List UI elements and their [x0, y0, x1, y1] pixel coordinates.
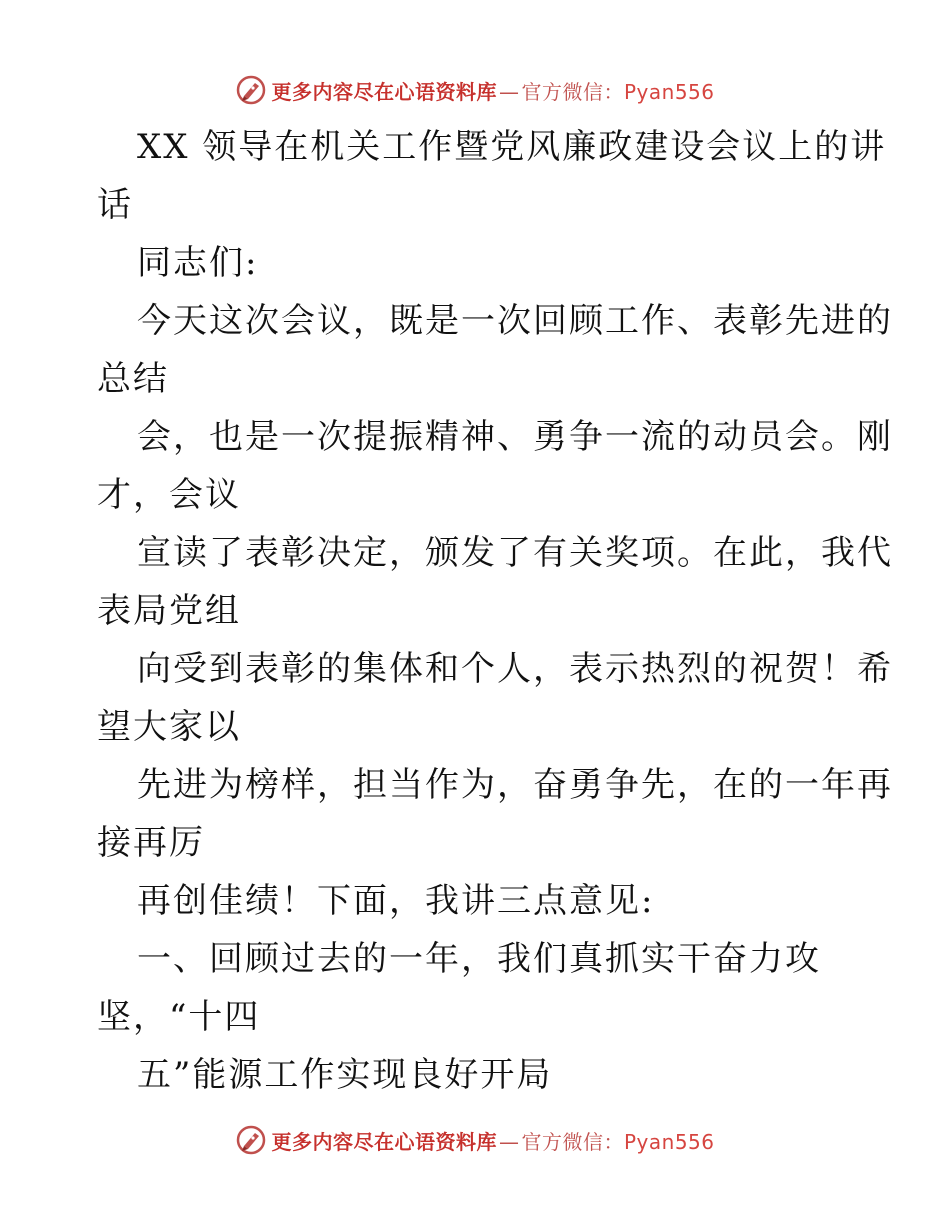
- watermark-text: 更多内容尽在心语资料库 — 官方微信：Pyan556: [271, 1129, 715, 1154]
- paragraph-line: 向受到表彰的集体和个人，表示热烈的祝贺！希: [137, 649, 893, 689]
- section-heading-line: 五”能源工作实现良好开局: [137, 1055, 553, 1095]
- paragraph-line: 宣读了表彰决定，颁发了有关奖项。在此，我代: [137, 533, 893, 573]
- section-heading-line: 一、回顾过去的一年，我们真抓实干奋力攻: [137, 939, 821, 979]
- paragraph-line: 总结: [97, 359, 169, 399]
- document-body: [97, 118, 893, 1104]
- watermark-header: [0, 70, 950, 110]
- paragraph-line: 今天这次会议，既是一次回顾工作、表彰先进的: [137, 301, 893, 341]
- paragraph-line: 再创佳绩！下面，我讲三点意见:: [137, 881, 655, 921]
- pen-logo-icon: [235, 74, 267, 106]
- paragraph-line: 表局党组: [97, 591, 241, 631]
- section-heading-line: 坚，“十四: [97, 997, 261, 1037]
- paragraph-line: 才，会议: [97, 475, 241, 515]
- watermark-footer: [0, 1120, 950, 1160]
- paragraph-line: 接再厉: [97, 823, 205, 863]
- title-line-2: 话: [97, 185, 133, 225]
- paragraph-line: 先进为榜样，担当作为，奋勇争先，在的一年再: [137, 765, 893, 805]
- watermark-text: 更多内容尽在心语资料库 — 官方微信：Pyan556: [271, 79, 715, 104]
- pen-logo-icon: [235, 1124, 267, 1156]
- salutation: 同志们:: [137, 243, 259, 283]
- paragraph-line: 望大家以: [97, 707, 241, 747]
- paragraph-line: 会，也是一次提振精神、勇争一流的动员会。刚: [137, 417, 893, 457]
- title-line-1: XX 领导在机关工作暨党风廉政建设会议上的讲: [137, 127, 887, 167]
